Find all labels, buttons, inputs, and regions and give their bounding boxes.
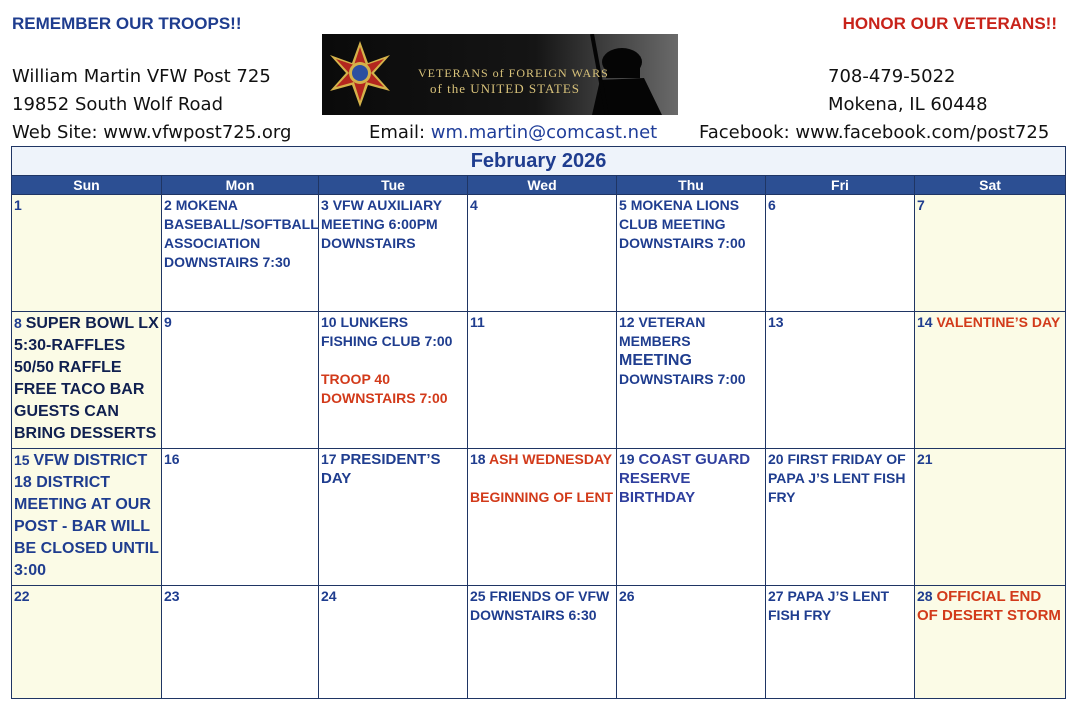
slogan-left: REMEMBER OUR TROOPS!! <box>12 14 242 33</box>
day-number: 17 <box>321 451 337 467</box>
day-number: 23 <box>164 588 180 604</box>
email-line <box>369 122 657 143</box>
day-number: 19 <box>619 451 635 467</box>
day-cell[interactable] <box>617 195 766 312</box>
day-number: 28 <box>917 588 933 604</box>
weekday-header: Fri <box>766 176 915 195</box>
day-cell[interactable] <box>915 586 1066 699</box>
day-cell[interactable] <box>766 195 915 312</box>
day-cell[interactable] <box>162 586 319 699</box>
weekday-header: Sun <box>12 176 162 195</box>
website-link[interactable]: Web Site: www.vfwpost725.org <box>12 122 292 143</box>
day-cell[interactable] <box>468 195 617 312</box>
banner-line1: VETERANS of FOREIGN WARS <box>418 66 609 80</box>
slogan-right: HONOR OUR VETERANS!! <box>842 14 1057 33</box>
day-cell[interactable] <box>162 312 319 449</box>
event-text: OFFICIAL END OF DESERT STORM <box>917 588 1061 624</box>
day-number: 6 <box>768 197 776 213</box>
weekday-header: Thu <box>617 176 766 195</box>
day-cell[interactable] <box>766 586 915 699</box>
event-text: VFW AUXILIARY MEETING 6:00PM DOWNSTAIRS <box>321 197 442 251</box>
event-text: VETERAN MEMBERS <box>619 314 706 349</box>
day-cell[interactable] <box>915 449 1066 586</box>
day-cell[interactable] <box>319 586 468 699</box>
day-cell[interactable] <box>319 195 468 312</box>
city-state: Mokena, IL 60448 <box>828 94 988 115</box>
day-cell[interactable] <box>468 586 617 699</box>
day-cell[interactable] <box>468 449 617 586</box>
day-number: 27 <box>768 588 784 604</box>
day-number: 11 <box>470 314 485 330</box>
event-text: PAPA J’S LENT FISH FRY <box>768 588 890 623</box>
post-address: 19852 South Wolf Road <box>12 94 223 115</box>
weekday-header: Sat <box>915 176 1066 195</box>
event-text: MEETING <box>619 352 692 369</box>
calendar-week <box>12 586 1066 699</box>
event-text: MOKENA LIONS CLUB MEETING DOWNSTAIRS 7:00 <box>619 197 746 251</box>
event-text: FRIENDS OF VFW DOWNSTAIRS 6:30 <box>470 588 610 623</box>
day-cell[interactable] <box>766 312 915 449</box>
day-number: 9 <box>164 314 172 330</box>
event-text: TROOP 40 DOWNSTAIRS 7:00 <box>321 371 448 406</box>
day-cell[interactable] <box>12 195 162 312</box>
weekday-header: Mon <box>162 176 319 195</box>
day-cell[interactable] <box>617 312 766 449</box>
day-cell[interactable] <box>12 312 162 449</box>
event-text: SUPER BOWL LX 5:30-RAFFLES 50/50 RAFFLE FREE TACO BAR GUESTS CAN BRING DESSERTS <box>14 315 159 442</box>
email-label: Email: <box>369 122 426 143</box>
banner-line2: of the UNITED STATES <box>430 81 581 96</box>
day-cell[interactable] <box>915 195 1066 312</box>
post-name: William Martin VFW Post 725 <box>12 66 271 87</box>
calendar-week <box>12 195 1066 312</box>
weekday-header: Wed <box>468 176 617 195</box>
day-number: 13 <box>768 314 784 330</box>
day-cell[interactable] <box>319 449 468 586</box>
day-cell[interactable] <box>12 449 162 586</box>
day-cell[interactable] <box>915 312 1066 449</box>
day-cell[interactable] <box>12 586 162 699</box>
day-number: 14 <box>917 314 933 330</box>
day-number: 16 <box>164 451 180 467</box>
weekday-header: Tue <box>319 176 468 195</box>
day-cell[interactable] <box>617 586 766 699</box>
email-link[interactable]: wm.martin@comcast.net <box>430 122 658 143</box>
day-number: 25 <box>470 588 486 604</box>
day-number: 8 <box>14 315 22 331</box>
event-text: VFW DISTRICT 18 DISTRICT MEETING AT OUR POST - BAR WILL BE CLOSED UNTIL 3:00 <box>14 452 159 579</box>
day-cell[interactable] <box>468 312 617 449</box>
day-number: 22 <box>14 588 30 604</box>
event-text: BEGINNING OF LENT <box>470 489 614 505</box>
vfw-banner <box>322 34 678 115</box>
day-number: 3 <box>321 197 329 213</box>
event-text: VALENTINE’S DAY <box>936 314 1061 330</box>
day-cell[interactable] <box>617 449 766 586</box>
event-text: LUNKERS FISHING CLUB 7:00 <box>321 314 453 349</box>
event-text: ASH WEDNESDAY <box>488 451 613 467</box>
day-number: 18 <box>470 451 486 467</box>
day-number: 15 <box>14 452 30 468</box>
facebook-link[interactable]: Facebook: www.facebook.com/post725 <box>699 122 1050 143</box>
day-number: 24 <box>321 588 337 604</box>
day-cell[interactable] <box>319 312 468 449</box>
event-text: PRESIDENT’S DAY <box>321 451 441 487</box>
day-cell[interactable] <box>162 449 319 586</box>
day-number: 7 <box>917 197 925 213</box>
calendar-week <box>12 312 1066 449</box>
day-number: 26 <box>619 588 635 604</box>
month-title: February 2026 <box>12 147 1066 176</box>
calendar-grid <box>11 146 1066 699</box>
day-number: 10 <box>321 314 337 330</box>
day-number: 5 <box>619 197 627 213</box>
event-text: COAST GUARD RESERVE BIRTHDAY <box>619 451 751 506</box>
day-number: 4 <box>470 197 478 213</box>
day-number: 2 <box>164 197 172 213</box>
day-cell[interactable] <box>162 195 319 312</box>
event-text: DOWNSTAIRS 7:00 <box>619 371 746 387</box>
event-text: MOKENA BASEBALL/SOFTBALL ASSOCIATION DOWNSTAIRS 7:30 <box>164 197 319 270</box>
day-number: 20 <box>768 451 784 467</box>
calendar-week <box>12 449 1066 586</box>
day-number: 12 <box>619 314 635 330</box>
day-number: 1 <box>14 197 22 213</box>
event-text: FIRST FRIDAY OF PAPA J’S LENT FISH FRY <box>768 451 906 505</box>
day-cell[interactable] <box>766 449 915 586</box>
day-number: 21 <box>917 451 933 467</box>
phone-number: 708-479-5022 <box>828 66 956 87</box>
